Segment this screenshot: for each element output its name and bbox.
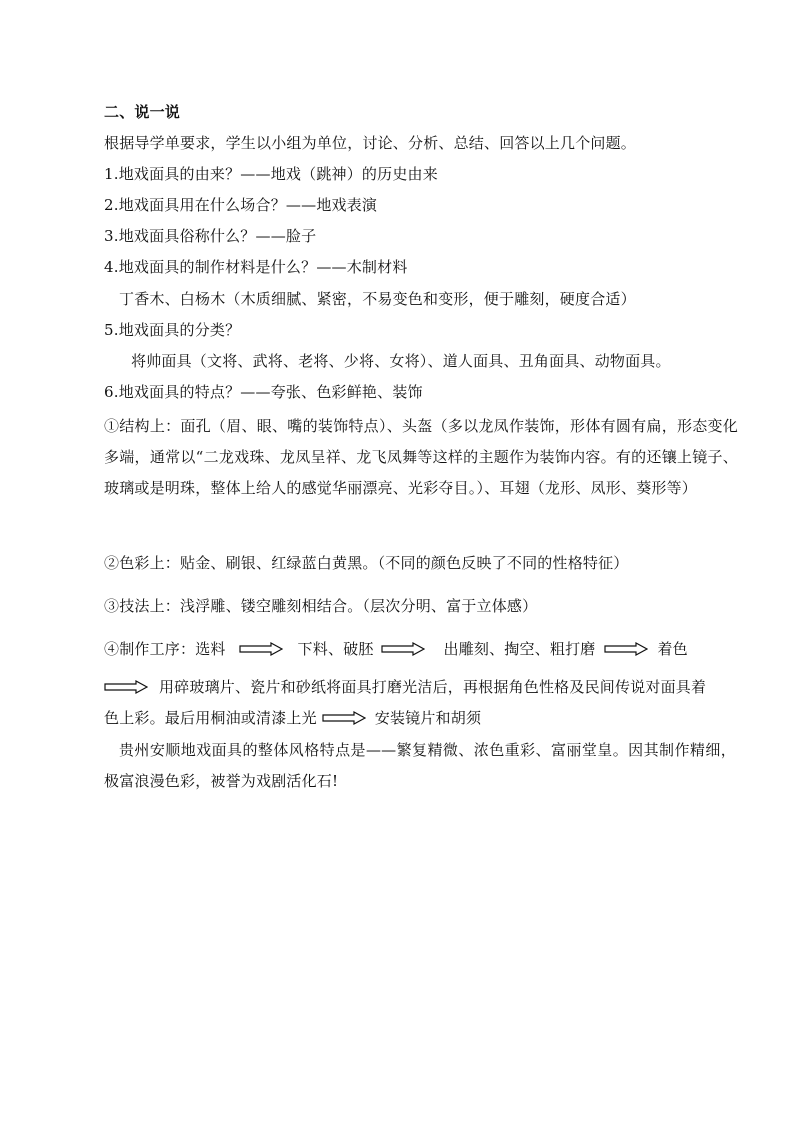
- finishing-line-1: [104, 676, 706, 697]
- process-line: [104, 638, 688, 659]
- arrow-right-icon: [322, 711, 366, 725]
- process-prefix: ④制作工序：选料: [104, 640, 226, 658]
- question-5: 5.地戏面具的分类？: [104, 321, 241, 339]
- question-4-detail: 丁香木、白杨木（木质细腻、紧密，不易变色和变形，便于雕刻，硬度合适）: [119, 290, 636, 308]
- intro-text: 根据导学单要求，学生以小组为单位，讨论、分析、总结、回答以上几个问题。: [104, 134, 637, 152]
- section-title: 二、说一说: [104, 103, 181, 121]
- process-step-3: 出雕刻、掏空、粗打磨: [443, 640, 596, 658]
- technique-paragraph: ③技法上：浅浮雕、镂空雕刻相结合。（层次分明、富于立体感）: [104, 597, 538, 615]
- arrow-right-icon: [381, 642, 425, 656]
- process-step-2: 下料、破胚: [297, 640, 374, 658]
- arrow-right-icon: [604, 642, 648, 656]
- finishing-text-1: 用碎玻璃片、瓷片和砂纸将面具打磨光洁后，再根据角色性格及民间传说对面具着: [158, 678, 707, 696]
- finishing-text-2: 色上彩。最后用桐油或清漆上光: [104, 709, 317, 727]
- structure-paragraph: ①结构上：面孔（眉、眼、嘴的装饰特点）、头盔（多以龙凤作装饰，形体有圆有扁，形态变化多端，通常以“二龙戏珠、龙凤呈祥、龙飞凤舞等这样的主题作为装饰内容。有的还镶上镜子、玻璃或是明珠，整体上给人的感觉华丽漂亮、光彩夺目。）、耳翅（龙形、凤形、葵形等）: [104, 417, 738, 497]
- arrow-right-icon: [239, 642, 283, 656]
- process-step-4: 着色: [657, 640, 688, 658]
- color-paragraph: ②色彩上：贴金、刷银、红绿蓝白黄黑。（不同的颜色反映了不同的性格特征）: [104, 554, 629, 572]
- arrow-right-icon: [104, 680, 148, 694]
- question-3: 3.地戏面具俗称什么？——脸子: [104, 227, 317, 245]
- question-5-detail: 将帅面具（文将、武将、老将、少将、女将）、道人面具、丑角面具、动物面具。: [131, 352, 671, 370]
- finishing-text-3: 安装镜片和胡须: [374, 709, 482, 727]
- question-4: 4.地戏面具的制作材料是什么？——木制材料: [104, 258, 408, 276]
- question-6: 6.地戏面具的特点？——夸张、色彩鲜艳、装饰: [104, 383, 423, 401]
- summary-paragraph: 贵州安顺地戏面具的整体风格特点是——繁复精微、浓色重彩、富丽堂皇。因其制作精细，极富浪漫色彩，被誉为戏剧活化石!: [104, 741, 736, 790]
- question-1: 1.地戏面具的由来？——地戏（跳神）的历史由来: [104, 165, 438, 183]
- finishing-line-2: [104, 707, 481, 728]
- question-2: 2.地戏面具用在什么场合？——地戏表演: [104, 196, 378, 214]
